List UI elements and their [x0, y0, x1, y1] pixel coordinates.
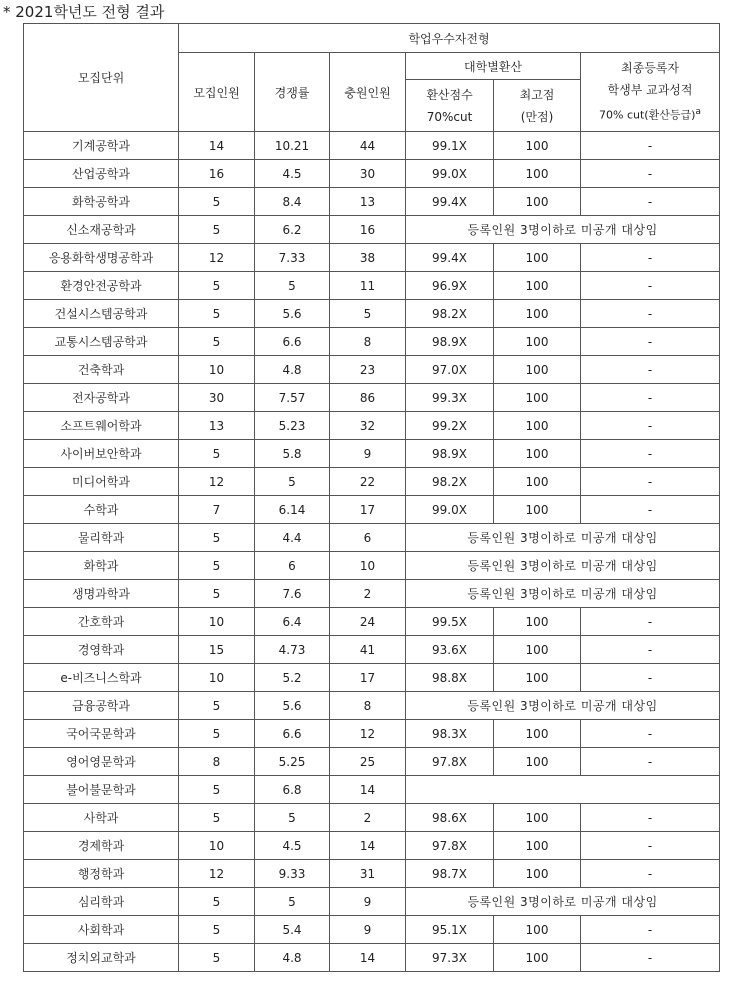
header-competition: 경쟁률	[255, 53, 330, 132]
cell-converted-score: 98.3X	[406, 720, 494, 748]
page-title: * 2021학년도 전형 결과	[3, 3, 165, 21]
cell-competition: 5.25	[255, 748, 330, 776]
cell-recruit: 8	[179, 748, 255, 776]
cell-final-grade: -	[581, 132, 720, 160]
table-row	[24, 888, 720, 916]
cell-unit: 전자공학과	[24, 384, 179, 412]
cell-converted-score: 95.1X	[406, 916, 494, 944]
cell-disclosure-note: 등록인원 3명이하로 미공개 대상임	[406, 888, 720, 916]
cell-competition: 5.6	[255, 300, 330, 328]
table-row	[24, 160, 720, 188]
table-row	[24, 916, 720, 944]
cell-converted-score: 99.0X	[406, 160, 494, 188]
cell-final-grade: -	[581, 832, 720, 860]
header-conversion-group: 대학별환산	[406, 53, 581, 80]
cell-unit: 미디어학과	[24, 468, 179, 496]
cell-converted-score: 93.6X	[406, 636, 494, 664]
cell-disclosure-note: 등록인원 3명이하로 미공개 대상임	[406, 216, 720, 244]
table-row	[24, 412, 720, 440]
cell-waitlist: 31	[330, 860, 406, 888]
cell-converted-score: 99.4X	[406, 188, 494, 216]
cell-recruit: 5	[179, 804, 255, 832]
cell-competition: 5	[255, 888, 330, 916]
cell-waitlist: 2	[330, 580, 406, 608]
table-row	[24, 440, 720, 468]
cell-competition: 9.33	[255, 860, 330, 888]
cell-recruit: 5	[179, 552, 255, 580]
cell-top-score: 100	[494, 636, 581, 664]
cell-converted-score: 98.7X	[406, 860, 494, 888]
cell-waitlist: 44	[330, 132, 406, 160]
cell-top-score: 100	[494, 720, 581, 748]
cell-final-grade: -	[581, 804, 720, 832]
cell-converted-score: 98.2X	[406, 468, 494, 496]
cell-final-grade: -	[581, 272, 720, 300]
cell-waitlist: 16	[330, 216, 406, 244]
header-score-line2: 70%cut	[426, 109, 473, 124]
header-top-line2: (만점)	[520, 109, 554, 124]
cell-waitlist: 30	[330, 160, 406, 188]
cell-converted-score: 98.9X	[406, 440, 494, 468]
cell-waitlist: 9	[330, 440, 406, 468]
cell-converted-score: 98.9X	[406, 328, 494, 356]
cell-recruit: 12	[179, 860, 255, 888]
cell-final-grade: -	[581, 720, 720, 748]
cell-competition: 4.8	[255, 944, 330, 972]
cell-unit: 심리학과	[24, 888, 179, 916]
header-final-line2: 학생부 교과성적	[607, 83, 693, 98]
table-row	[24, 524, 720, 552]
cell-unit: 환경안전공학과	[24, 272, 179, 300]
cell-recruit: 7	[179, 496, 255, 524]
cell-unit: 신소재공학과	[24, 216, 179, 244]
cell-final-grade: -	[581, 664, 720, 692]
table-row	[24, 188, 720, 216]
cell-recruit: 16	[179, 160, 255, 188]
cell-converted-score: 96.9X	[406, 272, 494, 300]
header-score	[406, 80, 494, 132]
header-final-registrant	[581, 53, 720, 132]
cell-top-score: 100	[494, 132, 581, 160]
cell-final-grade: -	[581, 748, 720, 776]
cell-top-score: 100	[494, 188, 581, 216]
table-row	[24, 496, 720, 524]
cell-waitlist: 9	[330, 888, 406, 916]
cell-top-score: 100	[494, 412, 581, 440]
cell-converted-score: 98.6X	[406, 804, 494, 832]
header-final-sup: a	[695, 106, 702, 118]
table-row	[24, 552, 720, 580]
cell-recruit: 12	[179, 244, 255, 272]
cell-unit: 생명과학과	[24, 580, 179, 608]
cell-converted-score: 97.0X	[406, 356, 494, 384]
cell-final-grade: -	[581, 384, 720, 412]
cell-waitlist: 8	[330, 692, 406, 720]
cell-top-score: 100	[494, 356, 581, 384]
cell-recruit: 14	[179, 132, 255, 160]
table-row	[24, 468, 720, 496]
cell-recruit: 5	[179, 328, 255, 356]
header-top	[494, 80, 581, 132]
cell-competition: 6.14	[255, 496, 330, 524]
cell-competition: 7.6	[255, 580, 330, 608]
cell-waitlist: 14	[330, 944, 406, 972]
cell-competition: 5	[255, 468, 330, 496]
cell-top-score: 100	[494, 608, 581, 636]
cell-recruit: 10	[179, 356, 255, 384]
cell-competition: 10.21	[255, 132, 330, 160]
cell-recruit: 5	[179, 692, 255, 720]
header-recruit: 모집인원	[179, 53, 255, 132]
cell-top-score: 100	[494, 244, 581, 272]
cell-final-grade: -	[581, 412, 720, 440]
cell-final-grade: -	[581, 916, 720, 944]
cell-unit: 산업공학과	[24, 160, 179, 188]
cell-competition: 4.8	[255, 356, 330, 384]
cell-converted-score: 99.0X	[406, 496, 494, 524]
table-row	[24, 860, 720, 888]
cell-top-score: 100	[494, 300, 581, 328]
cell-waitlist: 5	[330, 300, 406, 328]
cell-competition: 5.8	[255, 440, 330, 468]
cell-disclosure-note: 등록인원 3명이하로 미공개 대상임	[406, 580, 720, 608]
cell-recruit: 5	[179, 524, 255, 552]
cell-disclosure-note	[406, 776, 720, 804]
cell-waitlist: 11	[330, 272, 406, 300]
cell-unit: e-비즈니스학과	[24, 664, 179, 692]
cell-top-score: 100	[494, 384, 581, 412]
table-row	[24, 244, 720, 272]
cell-waitlist: 9	[330, 916, 406, 944]
cell-unit: 기계공학과	[24, 132, 179, 160]
cell-converted-score: 97.3X	[406, 944, 494, 972]
cell-recruit: 10	[179, 608, 255, 636]
cell-waitlist: 8	[330, 328, 406, 356]
cell-recruit: 5	[179, 776, 255, 804]
cell-disclosure-note: 등록인원 3명이하로 미공개 대상임	[406, 692, 720, 720]
table-row	[24, 300, 720, 328]
cell-unit: 응용화학생명공학과	[24, 244, 179, 272]
cell-recruit: 12	[179, 468, 255, 496]
table-row	[24, 804, 720, 832]
cell-final-grade: -	[581, 300, 720, 328]
cell-top-score: 100	[494, 328, 581, 356]
cell-unit: 물리학과	[24, 524, 179, 552]
cell-competition: 6.8	[255, 776, 330, 804]
header-score-line1: 환산점수	[426, 87, 473, 102]
cell-waitlist: 23	[330, 356, 406, 384]
cell-top-score: 100	[494, 664, 581, 692]
cell-unit: 경제학과	[24, 832, 179, 860]
cell-final-grade: -	[581, 636, 720, 664]
cell-recruit: 5	[179, 580, 255, 608]
cell-waitlist: 25	[330, 748, 406, 776]
cell-unit: 건축학과	[24, 356, 179, 384]
cell-unit: 화학과	[24, 552, 179, 580]
cell-waitlist: 12	[330, 720, 406, 748]
cell-competition: 5.4	[255, 916, 330, 944]
cell-waitlist: 17	[330, 496, 406, 524]
cell-recruit: 5	[179, 216, 255, 244]
cell-top-score: 100	[494, 804, 581, 832]
cell-top-score: 100	[494, 944, 581, 972]
table-row	[24, 216, 720, 244]
cell-converted-score: 99.2X	[406, 412, 494, 440]
cell-final-grade: -	[581, 188, 720, 216]
table-row	[24, 132, 720, 160]
cell-converted-score: 99.1X	[406, 132, 494, 160]
cell-competition: 4.73	[255, 636, 330, 664]
cell-converted-score: 99.3X	[406, 384, 494, 412]
cell-final-grade: -	[581, 440, 720, 468]
cell-competition: 6.6	[255, 720, 330, 748]
cell-unit: 사학과	[24, 804, 179, 832]
cell-unit: 경영학과	[24, 636, 179, 664]
cell-unit: 국어국문학과	[24, 720, 179, 748]
cell-final-grade: -	[581, 468, 720, 496]
cell-competition: 6.4	[255, 608, 330, 636]
header-top-line1: 최고점	[519, 87, 555, 102]
cell-recruit: 5	[179, 888, 255, 916]
table-row	[24, 356, 720, 384]
table-row	[24, 636, 720, 664]
cell-recruit: 5	[179, 188, 255, 216]
cell-recruit: 10	[179, 664, 255, 692]
cell-converted-score: 99.5X	[406, 608, 494, 636]
admission-results-table	[23, 23, 720, 972]
table-row	[24, 720, 720, 748]
table-row	[24, 664, 720, 692]
cell-competition: 7.33	[255, 244, 330, 272]
cell-competition: 5.6	[255, 692, 330, 720]
header-group: 학업우수자전형	[179, 24, 720, 53]
cell-unit: 영어영문학과	[24, 748, 179, 776]
cell-unit: 간호학과	[24, 608, 179, 636]
table-row	[24, 776, 720, 804]
cell-recruit: 30	[179, 384, 255, 412]
cell-competition: 7.57	[255, 384, 330, 412]
cell-competition: 4.4	[255, 524, 330, 552]
cell-final-grade: -	[581, 608, 720, 636]
cell-competition: 6	[255, 552, 330, 580]
table-row	[24, 748, 720, 776]
cell-top-score: 100	[494, 748, 581, 776]
cell-competition: 4.5	[255, 832, 330, 860]
cell-recruit: 13	[179, 412, 255, 440]
cell-final-grade: -	[581, 944, 720, 972]
cell-unit: 사이버보안학과	[24, 440, 179, 468]
cell-waitlist: 2	[330, 804, 406, 832]
cell-unit: 교통시스템공학과	[24, 328, 179, 356]
cell-waitlist: 10	[330, 552, 406, 580]
cell-top-score: 100	[494, 440, 581, 468]
cell-converted-score: 99.4X	[406, 244, 494, 272]
cell-converted-score: 97.8X	[406, 748, 494, 776]
cell-competition: 6.2	[255, 216, 330, 244]
cell-unit: 소프트웨어학과	[24, 412, 179, 440]
cell-unit: 정치외교학과	[24, 944, 179, 972]
cell-final-grade: -	[581, 160, 720, 188]
cell-waitlist: 41	[330, 636, 406, 664]
cell-top-score: 100	[494, 860, 581, 888]
cell-competition: 5	[255, 804, 330, 832]
cell-unit: 불어불문학과	[24, 776, 179, 804]
cell-top-score: 100	[494, 832, 581, 860]
table-row	[24, 272, 720, 300]
cell-recruit: 10	[179, 832, 255, 860]
cell-unit: 화학공학과	[24, 188, 179, 216]
cell-waitlist: 22	[330, 468, 406, 496]
cell-waitlist: 24	[330, 608, 406, 636]
cell-recruit: 5	[179, 272, 255, 300]
cell-recruit: 5	[179, 720, 255, 748]
cell-recruit: 5	[179, 440, 255, 468]
cell-competition: 6.6	[255, 328, 330, 356]
cell-recruit: 5	[179, 916, 255, 944]
cell-waitlist: 14	[330, 776, 406, 804]
cell-waitlist: 32	[330, 412, 406, 440]
table-row	[24, 944, 720, 972]
cell-waitlist: 17	[330, 664, 406, 692]
cell-waitlist: 13	[330, 188, 406, 216]
cell-converted-score: 97.8X	[406, 832, 494, 860]
cell-unit: 건설시스템공학과	[24, 300, 179, 328]
cell-waitlist: 6	[330, 524, 406, 552]
table-row	[24, 580, 720, 608]
header-final-line3-text: 70% cut(환산등급)	[599, 108, 696, 122]
cell-final-grade: -	[581, 328, 720, 356]
cell-waitlist: 86	[330, 384, 406, 412]
table-row	[24, 384, 720, 412]
table-row	[24, 328, 720, 356]
cell-unit: 사회학과	[24, 916, 179, 944]
cell-unit: 수학과	[24, 496, 179, 524]
cell-competition: 5.23	[255, 412, 330, 440]
cell-recruit: 5	[179, 300, 255, 328]
cell-final-grade: -	[581, 496, 720, 524]
table-row	[24, 692, 720, 720]
cell-top-score: 100	[494, 916, 581, 944]
header-waitlist: 충원인원	[330, 53, 406, 132]
cell-competition: 5.2	[255, 664, 330, 692]
cell-competition: 8.4	[255, 188, 330, 216]
header-final-line3	[581, 101, 719, 127]
cell-disclosure-note: 등록인원 3명이하로 미공개 대상임	[406, 552, 720, 580]
cell-top-score: 100	[494, 468, 581, 496]
cell-final-grade: -	[581, 244, 720, 272]
cell-converted-score: 98.2X	[406, 300, 494, 328]
header-final-line1: 최종등록자	[621, 61, 679, 76]
table-row	[24, 608, 720, 636]
cell-top-score: 100	[494, 272, 581, 300]
cell-waitlist: 14	[330, 832, 406, 860]
cell-top-score: 100	[494, 160, 581, 188]
cell-recruit: 5	[179, 944, 255, 972]
cell-converted-score: 98.8X	[406, 664, 494, 692]
cell-competition: 5	[255, 272, 330, 300]
cell-waitlist: 38	[330, 244, 406, 272]
cell-top-score: 100	[494, 496, 581, 524]
cell-disclosure-note: 등록인원 3명이하로 미공개 대상임	[406, 524, 720, 552]
cell-final-grade: -	[581, 356, 720, 384]
cell-recruit: 15	[179, 636, 255, 664]
table-row	[24, 832, 720, 860]
cell-unit: 행정학과	[24, 860, 179, 888]
cell-unit: 금융공학과	[24, 692, 179, 720]
header-unit: 모집단위	[24, 24, 179, 132]
cell-competition: 4.5	[255, 160, 330, 188]
cell-final-grade: -	[581, 860, 720, 888]
